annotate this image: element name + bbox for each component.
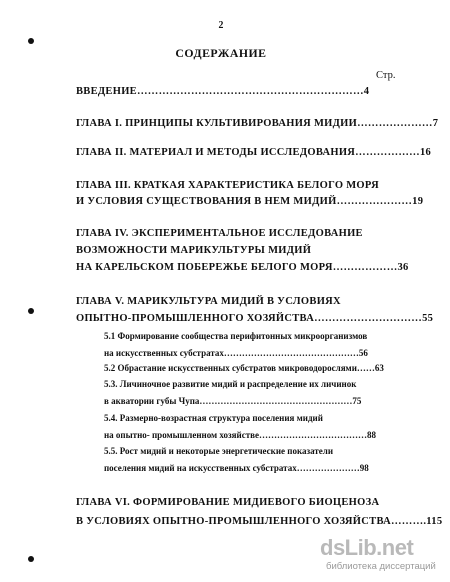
toc-entry-chapter-1: ГЛАВА I. ПРИНЦИПЫ КУЛЬТИВИРОВАНИЯ МИДИИ…………………7 (76, 118, 439, 129)
toc-entry-chapter-4-line-3: НА КАРЕЛЬСКОМ ПОБЕРЕЖЬЕ БЕЛОГО МОРЯ………………36 (76, 262, 409, 273)
toc-entry-chapter-6-line-1: ГЛАВА VI. ФОРМИРОВАНИЕ МИДИЕВОГО БИОЦЕНОЗА (76, 497, 380, 508)
toc-subentry-5-1-line-2: на искусственных субстратах………………………………………56 (104, 348, 368, 358)
toc-subentry-5-2: 5.2 Обрастание искусственных субстратов микроводорослями……63 (104, 363, 384, 373)
toc-subentry-5-3-line-1: 5.3. Личиночное развитие мидий и распределение их личинок (104, 379, 357, 389)
toc-entry-chapter-3-line-1: ГЛАВА III. КРАТКАЯ ХАРАКТЕРИСТИКА БЕЛОГО МОРЯ (76, 180, 379, 191)
toc-entry-chapter-3-line-2: И УСЛОВИЯ СУЩЕСТВОВАНИЯ В НЕМ МИДИЙ…………………19 (76, 196, 424, 207)
toc-entry-chapter-5-line-1: ГЛАВА V. МАРИКУЛЬТУРА МИДИЙ В УСЛОВИЯХ (76, 296, 341, 307)
toc-entry-chapter-4-line-2: ВОЗМОЖНОСТИ МАРИКУЛЬТУРЫ МИДИЙ (76, 245, 312, 256)
toc-subentry-5-4-line-2: на опытно- промышленном хозяйстве………………………………88 (104, 430, 376, 440)
watermark-subtitle: библиотека диссертаций (326, 561, 436, 572)
toc-subentry-5-5-line-2: поселения мидий на искусственных субстратах…………………98 (104, 463, 369, 473)
page-title: СОДЕРЖАНИЕ (175, 46, 267, 60)
punch-hole-mark (28, 556, 34, 562)
toc-subentry-5-3-line-2: в акватории губы Чупа……………………………………………75 (104, 396, 362, 406)
toc-entry-chapter-6-line-2: В УСЛОВИЯХ ОПЫТНО-ПРОМЫШЛЕННОГО ХОЗЯЙСТВА……….115 (76, 516, 443, 527)
toc-subentry-5-5-line-1: 5.5. Рост мидий и некоторые энергетические показатели (104, 446, 334, 456)
punch-hole-mark (28, 38, 34, 44)
toc-entry-chapter-5-line-2: ОПЫТНО-ПРОМЫШЛЕННОГО ХОЗЯЙСТВА…………………………55 (76, 313, 434, 324)
toc-subentry-5-1-line-1: 5.1 Формирование сообщества перифитонных микроорганизмов (104, 331, 368, 341)
toc-entry-chapter-2: ГЛАВА II. МАТЕРИАЛ И МЕТОДЫ ИССЛЕДОВАНИЯ………………16 (76, 147, 432, 158)
page-number: 2 (218, 20, 224, 31)
punch-hole-mark (28, 308, 34, 314)
toc-entry-chapter-4-line-1: ГЛАВА IV. ЭКСПЕРИМЕНТАЛЬНОЕ ИССЛЕДОВАНИЕ (76, 228, 363, 239)
watermark (320, 535, 446, 575)
watermark-logo: dsLib.net (320, 535, 414, 560)
toc-entry-intro: ВВЕДЕНИЕ………………………………………………………4 (76, 86, 370, 97)
page-column-label: Стр. (376, 70, 396, 81)
toc-subentry-5-4-line-1: 5.4. Размерно-возрастная структура поселения мидий (104, 413, 323, 423)
